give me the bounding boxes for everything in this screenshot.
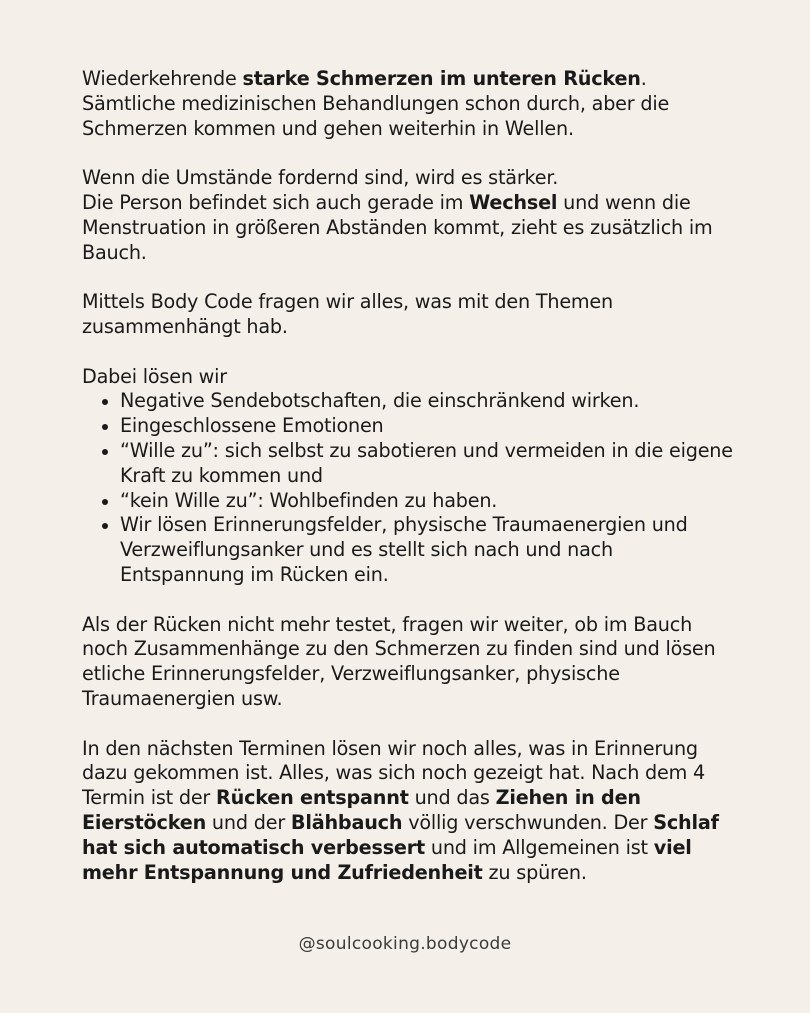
bullet-list: [82, 389, 742, 587]
post-text: [82, 67, 742, 910]
emphasis-relaxation: viel mehr Entspannung und Zufriedenheit: [82, 835, 692, 884]
list-item: Negative Sendebotschaften, die einschränkend wirken.: [120, 389, 742, 414]
emphasis-wechsel: Wechsel: [469, 190, 558, 214]
text-run: und im Allgemeinen ist: [424, 835, 654, 859]
emphasis-sleep: Schlaf hat sich automatisch verbessert: [82, 810, 719, 859]
text-run: Wenn die Umstände fordernd sind, wird es stärker.: [82, 166, 559, 190]
text-run: Die Person befindet sich auch gerade im: [82, 190, 470, 214]
list-item: Eingeschlossene Emotionen: [120, 414, 742, 439]
text-run: völlig verschwunden. Der: [402, 810, 654, 834]
paragraph-results: [82, 737, 742, 886]
list-intro: Dabei lösen wir: [82, 364, 227, 388]
list-item: “Wille zu”: sich selbst zu sabotieren und vermeiden in die eigene Kraft zu kommen und: [120, 439, 742, 489]
paragraph-body-code: Mittels Body Code fragen wir alles, was mit den Themen zusammenhängt hab.: [82, 290, 613, 338]
text-run: und wenn die Menstruation in größeren Abständen kommt, zieht es zusätzlich im Bauch.: [82, 190, 713, 264]
paragraph-symptoms: [82, 67, 742, 141]
text-run: und der: [206, 810, 291, 834]
text-run: und das: [408, 786, 496, 810]
paragraph-belly: Als der Rücken nicht mehr testet, fragen wir weiter, ob im Bauch noch Zusammenhänge zu den Schmerzen zu finden sind und lösen etliche Erinnerungsfelder, Verzweiflungsanker, physische Traumaenergien usw.: [82, 612, 716, 710]
text-run: In den nächsten Terminen lösen wir noch alles, was in Erinnerung dazu gekommen ist. Alles, was sich noch gezeigt hat. Nach dem 4 Termin ist der: [82, 736, 706, 810]
list-item: Wir lösen Erinnerungsfelder, physische Traumaenergien und Verzweiflungsanker und es stellt sich nach und nach Entspannung im Rücken ein.: [120, 513, 742, 587]
list-item: “kein Wille zu”: Wohlbefinden zu haben.: [120, 489, 742, 514]
paragraph-release-list: [82, 365, 742, 588]
social-handle: @soulcooking.bodycode: [298, 934, 512, 954]
text-run: Sämtliche medizinischen Behandlungen schon durch, aber die Schmerzen kommen und gehen weiterhin in Wellen.: [82, 91, 670, 140]
paragraph-circumstances: [82, 166, 742, 265]
emphasis-bloating: Blähbauch: [290, 810, 403, 834]
text-run: zu spüren.: [482, 860, 587, 884]
text-run: Wiederkehrende: [82, 67, 243, 90]
emphasis-back-relaxed: Rücken entspannt: [216, 786, 409, 810]
emphasis-ovaries: Ziehen in den Eierstöcken: [82, 786, 641, 834]
emphasis-lower-back-pain: starke Schmerzen im unteren Rücken: [242, 67, 641, 90]
text-run: .: [640, 67, 647, 90]
